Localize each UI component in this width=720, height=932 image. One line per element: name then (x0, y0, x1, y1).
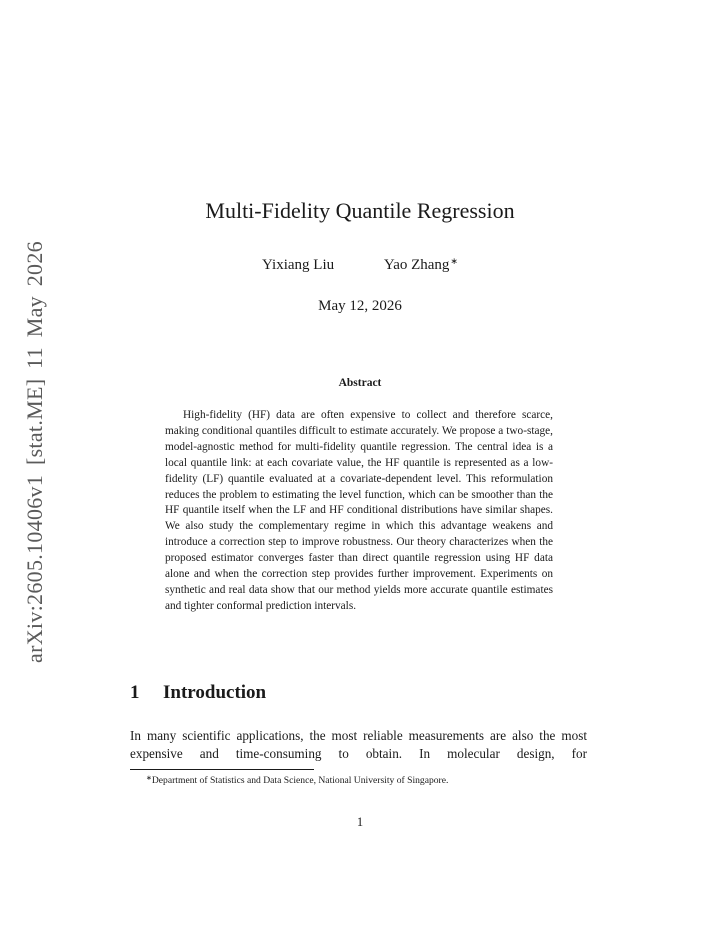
footnote-text: Department of Statistics and Data Science, National University of Singapore. (151, 775, 449, 786)
author-name (262, 257, 334, 274)
author-name-text: Yao Zhang (383, 257, 450, 273)
footnote-mark: ∗ (146, 774, 152, 782)
section-number: 1 (130, 682, 140, 703)
introduction-paragraph: In many scientific applications, the most reliable measurements are also the most expensive and time-consuming to obtain. In molecular design, for (130, 728, 587, 761)
arxiv-identifier-stamp: arXiv:2605.10406v1 [stat.ME] 11 May 2026 (22, 241, 47, 663)
section-heading (130, 682, 266, 704)
paper-title: Multi-Fidelity Quantile Regression (205, 198, 515, 223)
footnote-divider (130, 769, 314, 770)
affiliation-footnote (146, 774, 448, 786)
page-number: 1 (356, 815, 364, 829)
author-footnote-mark: ∗ (450, 256, 458, 266)
section-title: Introduction (163, 682, 267, 703)
abstract-heading: Abstract (338, 377, 382, 389)
author-name (384, 256, 458, 274)
abstract-body: High-fidelity (HF) data are often expensive to collect and therefore scarce, making conditional quantiles difficult to estimate accurately. We propose a two-stage, model-agnostic method for multi-fidelity quantile regression. The central idea is a local quantile link: at each covariate value, the HF quantile is represented as a low-fidelity (LF) quantile evaluated at a covariate-dependent level. This reformulation reduces the problem to estimating the level function, which can be smoother than the HF quantile itself when the LF and HF conditional distributions have similar shapes. We also study the complementary regime in which this advantage weakens and introduce a correction step to improve robustness. Our theory characterizes when the proposed estimator converges faster than direct quantile regression using HF data alone and when the correction step provides further improvement. Experiments on synthetic and real data show that our method yields more accurate quantile estimates and tighter conformal prediction intervals. (165, 409, 553, 612)
publication-date: May 12, 2026 (318, 298, 402, 314)
author-list (0, 256, 720, 274)
author-name-text: Yixiang Liu (262, 257, 335, 273)
